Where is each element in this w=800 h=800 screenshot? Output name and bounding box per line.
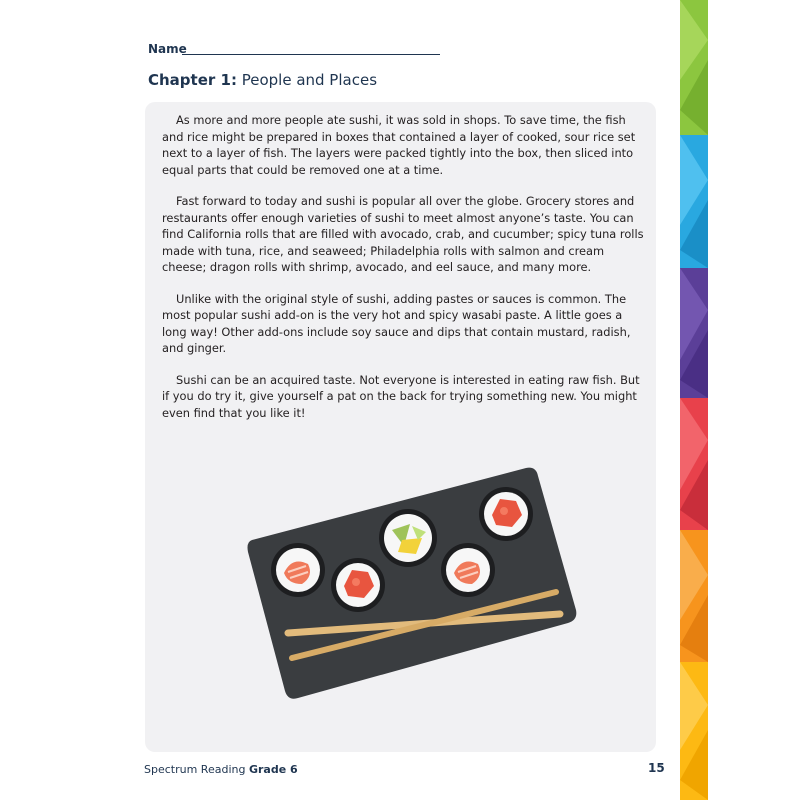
color-ribbon	[680, 0, 708, 800]
sushi-roll-salmon-2	[441, 543, 495, 597]
name-field-line[interactable]	[182, 54, 440, 55]
series-name: Spectrum Reading	[144, 763, 249, 776]
chapter-heading	[148, 71, 377, 89]
page-number: 15	[648, 761, 665, 775]
footer-series	[144, 763, 298, 776]
name-label: Name	[148, 42, 187, 56]
sushi-roll-california	[379, 509, 437, 567]
chapter-number: Chapter 1:	[148, 71, 237, 89]
sushi-illustration	[240, 460, 580, 705]
sushi-roll-tuna-2	[479, 487, 533, 541]
reading-passage	[162, 112, 648, 436]
paragraph-4: Sushi can be an acquired taste. Not everyone is interested in eating raw fish. But if you do try it, give yourself a pat on the back for trying something new. You might even find that you like it!	[162, 372, 640, 420]
paragraph-3: Unlike with the original style of sushi, adding pastes or sauces is common. The most popular sushi add-on is the very hot and spicy wasabi paste. A little goes a long way! Other add-ons include soy sauce and dips that contain mustard, radish, and ginger.	[162, 291, 631, 355]
grade-label: Grade 6	[248, 763, 298, 776]
paragraph-1: As more and more people ate sushi, it was sold in shops. To save time, the fish and rice might be prepared in boxes that contained a layer of cooked, sour rice set next to a layer of fish. The layers were packed tightly into the box, then sliced into equal parts that could be removed one at a time.	[162, 113, 636, 177]
sushi-roll-salmon-1	[271, 543, 325, 597]
sushi-roll-tuna-1	[331, 558, 385, 612]
paragraph-2: Fast forward to today and sushi is popular all over the globe. Grocery stores and restaurants offer enough varieties of sushi to meet almost anyone’s taste. You can find California rolls that are filled with avocado, crab, and cucumber; spicy tuna rolls made with tuna, rice, and seaweed; Philadelphia rolls with salmon and cream cheese; dragon rolls with shrimp, avocado, and eel sauce, and many more.	[162, 194, 644, 274]
chapter-title: People and Places	[236, 71, 378, 89]
